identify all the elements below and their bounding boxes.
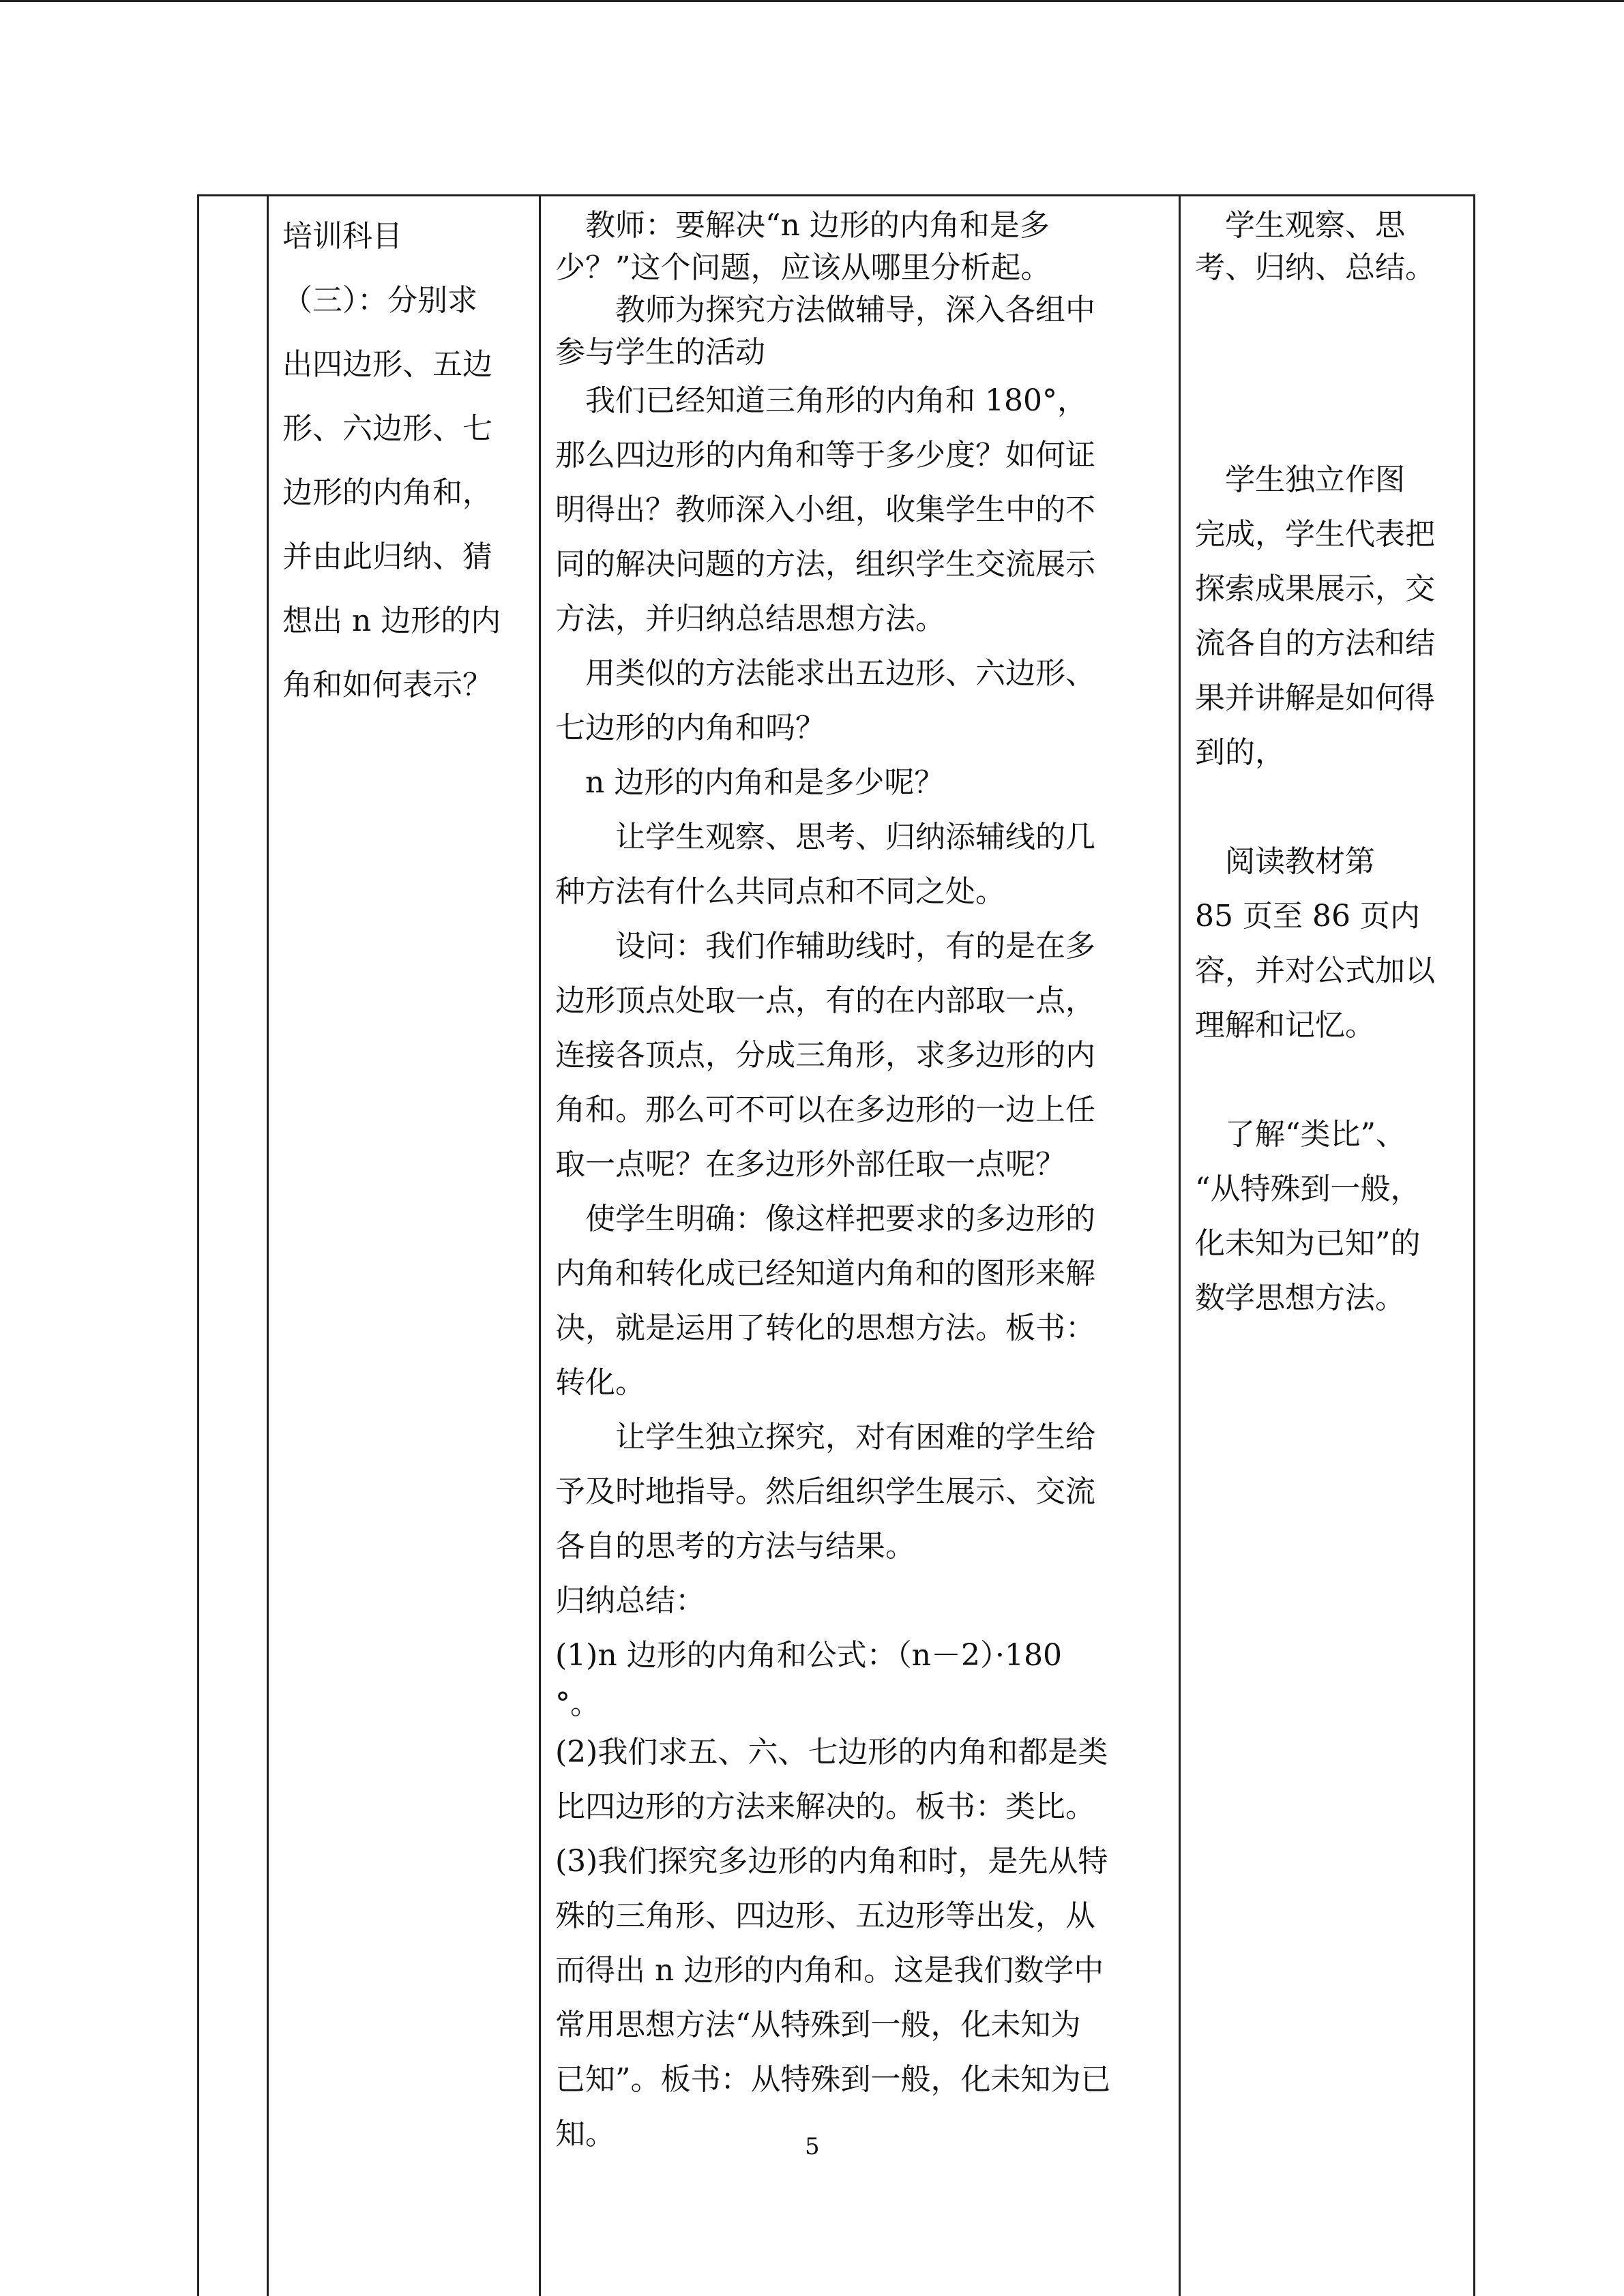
table-top-border xyxy=(197,194,1475,196)
teacher-line: 各自的思考的方法与结果。 xyxy=(555,1529,915,1564)
teacher-line: 参与学生的活动 xyxy=(555,335,765,370)
table-col-divider-4 xyxy=(1179,194,1181,2296)
teacher-activity-cell xyxy=(555,205,1169,2162)
teacher-line: 边形顶点处取一点，有的在内部取一点， xyxy=(555,983,1095,1018)
teacher-line: 教师为探究方法做辅导，深入各组中 xyxy=(555,293,1095,327)
top-border xyxy=(0,0,1624,2)
teacher-line: 教师：要解决“n 边形的内角和是多 xyxy=(555,208,1050,243)
subject-line: 培训科目 xyxy=(282,219,402,254)
table-col-divider-1 xyxy=(197,194,199,2296)
teacher-line: 而得出 n 边形的内角和。这是我们数学中 xyxy=(555,1953,1104,1988)
teacher-line: 常用思想方法“从特殊到一般，化未知为 xyxy=(555,2008,1081,2042)
teacher-line: 决，就是运用了转化的思想方法。板书： xyxy=(555,1311,1095,1345)
subject-line: 角和如何表示？ xyxy=(282,668,492,702)
subject-line: 形、六边形、七 xyxy=(282,411,492,446)
teacher-line: 已知”。板书：从特殊到一般，化未知为已 xyxy=(555,2062,1111,2097)
teacher-line: (2)我们求五、六、七边形的内角和都是类 xyxy=(555,1735,1108,1770)
student-line: 果并讲解是如何得 xyxy=(1195,681,1435,715)
student-activity-cell xyxy=(1195,205,1468,1326)
student-line: 流各自的方法和结 xyxy=(1195,626,1435,661)
student-line: 考、归纳、总结。 xyxy=(1195,250,1435,285)
subject-cell xyxy=(282,205,535,717)
student-line: 了解“类比”、 xyxy=(1195,1117,1406,1152)
teacher-line: 转化。 xyxy=(555,1365,645,1400)
teacher-line: 殊的三角形、四边形、五边形等出发，从 xyxy=(555,1898,1095,1933)
student-line: 理解和记忆。 xyxy=(1195,1008,1375,1043)
teacher-line: 七边形的内角和吗？ xyxy=(555,711,825,745)
table-col-divider-3 xyxy=(539,194,541,2296)
student-line: 学生独立作图 xyxy=(1195,462,1405,497)
teacher-line: 明得出？教师深入小组，收集学生中的不 xyxy=(555,492,1095,527)
table-col-divider-5 xyxy=(1473,194,1475,2296)
page-number: 5 xyxy=(805,2133,820,2160)
teacher-line: 种方法有什么共同点和不同之处。 xyxy=(555,874,1005,909)
teacher-line: 归纳总结： xyxy=(555,1583,705,1618)
student-line: 85 页至 86 页内 xyxy=(1195,899,1420,934)
teacher-line: n 边形的内角和是多少呢？ xyxy=(555,765,945,800)
student-line: 到的， xyxy=(1195,735,1285,770)
teacher-line: 知。 xyxy=(555,2117,615,2151)
teacher-line: 予及时地指导。然后组织学生展示、交流 xyxy=(555,1474,1095,1509)
subject-line: （三）：分别求 xyxy=(282,283,477,318)
teacher-line: 比四边形的方法来解决的。板书：类比。 xyxy=(555,1789,1095,1824)
teacher-line: 连接各顶点，分成三角形，求多边形的内 xyxy=(555,1038,1095,1073)
teacher-line: (3)我们探究多边形的内角和时，是先从特 xyxy=(555,1844,1108,1879)
teacher-line: °。 xyxy=(555,1686,600,1721)
teacher-line: 使学生明确：像这样把要求的多边形的 xyxy=(555,1202,1095,1236)
teacher-line: 设问：我们作辅助线时，有的是在多 xyxy=(555,929,1095,964)
teacher-line: 我们已经知道三角形的内角和 180°， xyxy=(555,383,1087,418)
student-line: 学生观察、思 xyxy=(1195,208,1405,243)
teacher-line: 方法，并归纳总结思想方法。 xyxy=(555,601,945,636)
teacher-line: 同的解决问题的方法，组织学生交流展示 xyxy=(555,547,1095,582)
subject-line: 边形的内角和， xyxy=(282,475,492,510)
student-line: 数学思想方法。 xyxy=(1195,1281,1405,1315)
student-line: “从特殊到一般， xyxy=(1195,1172,1421,1206)
subject-line: 出四边形、五边 xyxy=(282,347,492,382)
teacher-line: 用类似的方法能求出五边形、六边形、 xyxy=(555,656,1095,691)
student-line: 化未知为已知”的 xyxy=(1195,1226,1421,1261)
teacher-line: 那么四边形的内角和等于多少度？如何证 xyxy=(555,438,1095,473)
teacher-line: 让学生观察、思考、归纳添辅线的几 xyxy=(555,820,1095,854)
subject-line: 并由此归纳、猜 xyxy=(282,539,492,574)
teacher-line: 少？”这个问题，应该从哪里分析起。 xyxy=(555,250,1051,285)
student-line: 完成，学生代表把 xyxy=(1195,517,1435,552)
teacher-line: 让学生独立探究，对有困难的学生给 xyxy=(555,1420,1095,1455)
teacher-line: 角和。那么可不可以在多边形的一边上任 xyxy=(555,1092,1095,1127)
student-line: 探索成果展示，交 xyxy=(1195,571,1435,606)
student-line: 阅读教材第 xyxy=(1195,844,1375,879)
table-col-divider-2 xyxy=(267,194,269,2296)
teacher-line: (1)n 边形的内角和公式：（n－2）·180 xyxy=(555,1638,1062,1673)
student-line: 容，并对公式加以 xyxy=(1195,953,1435,988)
teacher-line: 内角和转化成已经知道内角和的图形来解 xyxy=(555,1256,1095,1291)
teacher-line: 取一点呢？在多边形外部任取一点呢？ xyxy=(555,1147,1065,1182)
subject-line: 想出 n 边形的内 xyxy=(282,603,501,638)
